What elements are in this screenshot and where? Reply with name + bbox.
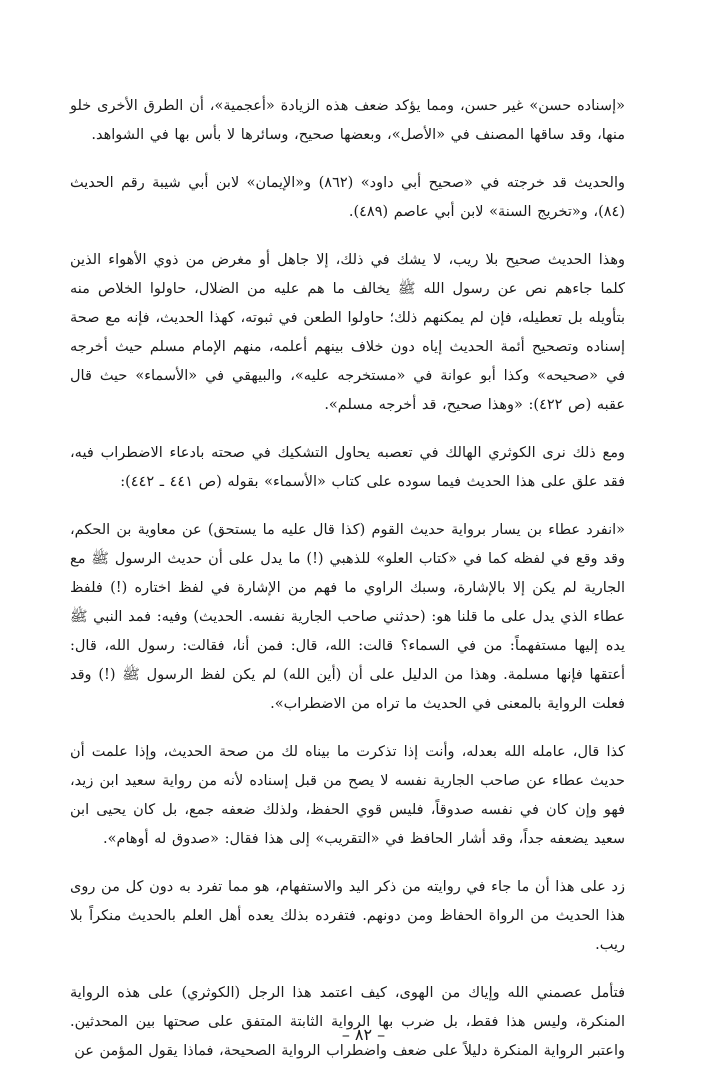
paragraph-3: وهذا الحديث صحيح بلا ريب، لا يشك في ذلك، إلا جاهل أو مغرض من ذوي الأهواء الذين كلما جاءهم نص عن رسول الله ﷺ يخالف ما هم عليه من الضلال، حاولوا الخلاص منه بتأويله بل تعطيله، فإن لم يمكنهم ذلك؛ حاولوا الطعن في ثبوته، كهذا الحديث، فإنه مع صحة إسناده وتصحيح أئمة الحديث إياه دون خلاف بينهم أعلمه، منهم الإمام مسلم حيث أخرجه في «صحيحه» وكذا أبو عوانة في «مستخرجه عليه»، والبيهقي في «الأسماء» حيث قال عقبه (ص ٤٢٢): «وهذا صحيح، قد أخرجه مسلم». [70,252,625,413]
page-body [70,92,625,1085]
paragraph-8: فتأمل عصمني الله وإياك من الهوى، كيف اعتمد هذا الرجل (الكوثري) على هذه الرواية المنكرة، وليس هذا فقط، بل ضرب بها الرواية الثابتة المتفق على صحتها بين المحدثين. واعتبر الرواية المنكرة دليلاً على ضعف واضطراب الرواية الصحيحة، فماذا يقول المؤمن عن [70,985,625,1059]
paragraph-2: والحديث قد خرجته في «صحيح أبي داود» (٨٦٢) و«الإيمان» لابن أبي شيبة رقم الحديث (٨٤)، و«تخريج السنة» لابن أبي عاصم (٤٨٩). [70,175,625,220]
page-number: – ٨٢ – [341,1025,386,1044]
paragraph-7: زد على هذا أن ما جاء في روايته من ذكر اليد والاستفهام، هو مما تفرد به دون كل من روى هذا الحديث من الرواة الحفاظ ومن دونهم. فتفرده بذلك يعده أهل العلم بالحديث منكراً بلا ريب. [70,879,625,953]
paragraph-4: ومع ذلك نرى الكوثري الهالك في تعصبه يحاول التشكيك في صحته بادعاء الاضطراب فيه، فقد علق على هذا الحديث فيما سوده على كتاب «الأسماء» بقوله (ص ٤٤١ ـ ٤٤٢): [70,445,625,490]
paragraph-6: كذا قال، عامله الله بعدله، وأنت إذا تذكرت ما بيناه لك من صحة الحديث، وإذا علمت أن حديث عطاء عن صاحب الجارية نفسه لا يصح من قبل إسناده لأنه من رواية سعيد ابن زيد، فهو وإن كان في نفسه صدوقاً، فليس قوي الحفظ، ولذلك ضعفه جمع، بل كان يحيى ابن سعيد يضعفه جداً، وقد أشار الحافظ في «التقريب» إلى هذا فقال: «صدوق له أوهام». [70,744,625,847]
paragraph-1: «إسناده حسن» غير حسن، ومما يؤكد ضعف هذه الزيادة «أعجمية»، أن الطرق الأخرى خلو منها، وقد ساقها المصنف في «الأصل»، وبعضها صحيح، وسائرها لا بأس بها في الشواهد. [70,98,625,143]
paragraph-5-quotation: «انفرد عطاء بن يسار برواية حديث القوم (كذا قال عليه ما يستحق) عن معاوية بن الحكم، وقد وقع في لفظه كما في «كتاب العلو» للذهبي (!) ما يدل على أن حديث الرسول ﷺ مع الجارية لم يكن إلا بالإشارة، وسبك الراوي ما فهم من الإشارة في لفظ اختاره (!) فلفظ عطاء الذي يدل على ما قلنا هو: (حدثني صاحب الجارية نفسه. الحديث) وفيه: فمد النبي ﷺ يده إليها مستفهماً: من في السماء؟ قالت: الله، قال: فمن أنا، فقالت: رسول الله، قال: أعتقها فإنها مسلمة. وهذا من الدليل على أن (أين الله) لم يكن لفظ الرسول ﷺ (!) وقد فعلت الرواية بالمعنى في الحديث ما تراه من الاضطراب». [70,522,625,712]
